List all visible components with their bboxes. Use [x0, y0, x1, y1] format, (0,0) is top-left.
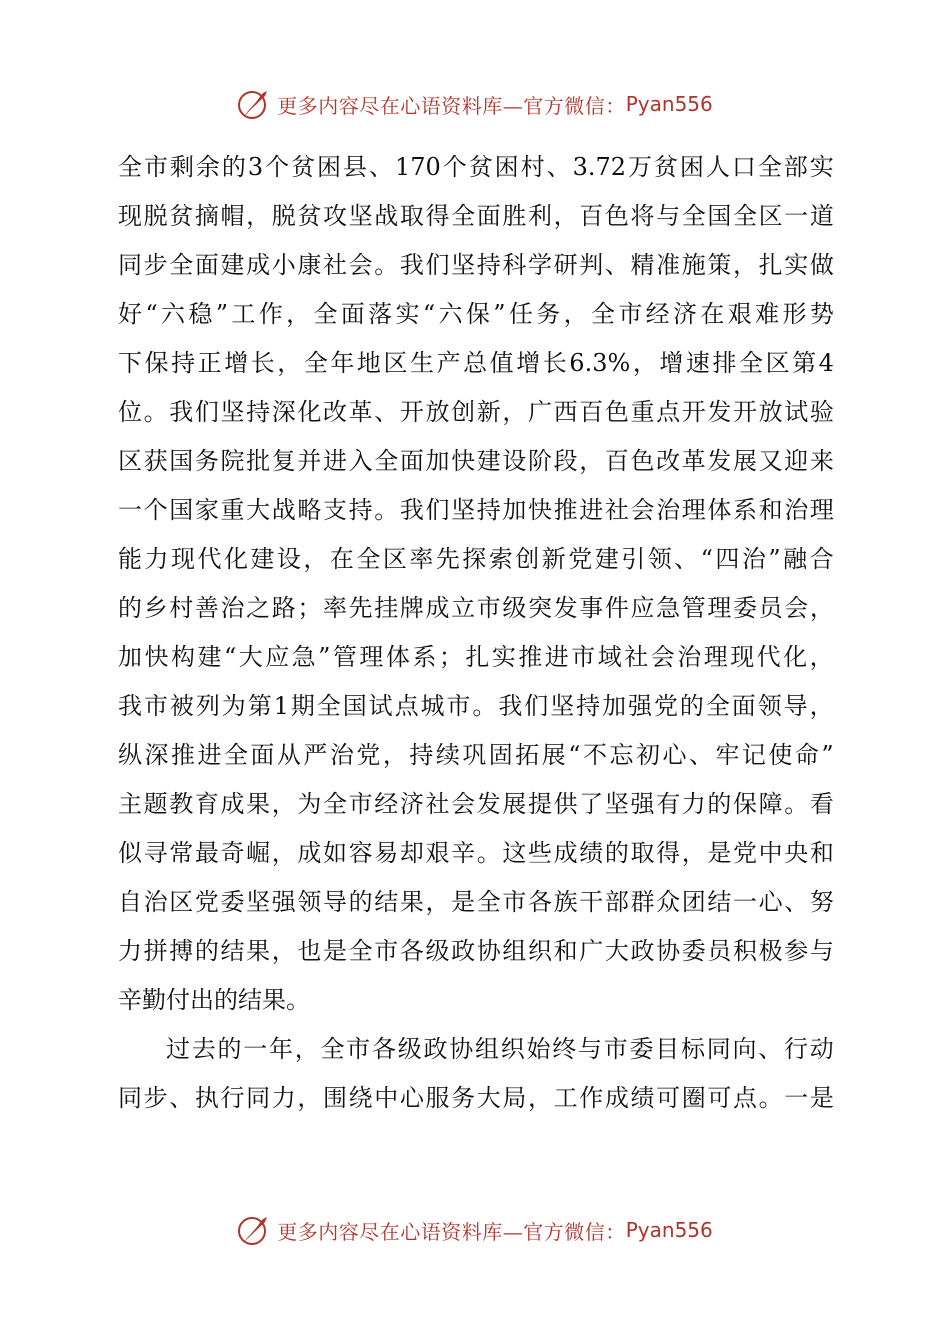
text-line: 位 。 我 们 坚 持 深 化 改 革 、 开 放 创 新 ， 广 西 百 色 重 点 开 发 开 放 试 验	[118, 398, 834, 426]
text-line: 现 脱 贫 摘 帽 ， 脱 贫 攻 坚 战 取 得 全 面 胜 利 ， 百 色 将 与 全 国 全 区 一 道	[118, 202, 834, 230]
document-body	[118, 143, 834, 1123]
banner-wechat-id: Pyan556	[625, 1218, 713, 1242]
quill-logo-icon	[237, 1213, 271, 1247]
text-line: 我 市 被 列 为 第 1 期 全 国 试 点 城 市 。 我 们 坚 持 加 强 党 的 全 面 领 导 ，	[118, 692, 834, 720]
text-line: 全 市 剩 余 的 3 个 贫 困 县 、 170 个 贫 困 村 、 3.72 万 贫 困 人 口 全 部 实	[118, 153, 834, 181]
text-line: 的 乡 村 善 治 之 路 ； 率 先 挂 牌 成 立 市 级 突 发 事 件 应 急 管 理 委 员 会 ，	[118, 594, 834, 622]
header-watermark-banner	[0, 84, 950, 124]
banner-wechat-id: Pyan556	[625, 92, 713, 116]
text-line: 同 步 、 执 行 同 力 ， 围 绕 中 心 服 务 大 局 ， 工 作 成 绩 可 圈 可 点 。 一 是	[118, 1084, 834, 1112]
quill-logo-icon	[237, 87, 271, 121]
banner-text: 更多内容尽在心语资料库—官方微信：	[277, 93, 626, 118]
footer-watermark-banner	[0, 1210, 950, 1250]
text-line: 似 寻 常 最 奇 崛 ， 成 如 容 易 却 艰 辛 。 这 些 成 绩 的 取 得 ， 是 党 中 央 和	[118, 839, 834, 867]
text-line: 过 去 的 一 年 ， 全 市 各 级 政 协 组 织 始 终 与 市 委 目 标 同 向 、 行 动	[166, 1035, 834, 1063]
text-line: 主 题 教 育 成 果 ， 为 全 市 经 济 社 会 发 展 提 供 了 坚 强 有 力 的 保 障 。 看	[118, 790, 834, 818]
banner-text: 更多内容尽在心语资料库—官方微信：	[277, 1219, 626, 1244]
text-line: 力 拼 搏 的 结 果 ， 也 是 全 市 各 级 政 协 组 织 和 广 大 政 协 委 员 积 极 参 与	[118, 937, 834, 965]
text-line: 能 力 现 代 化 建 设 ， 在 全 区 率 先 探 索 创 新 党 建 引 领 、 “ 四 治 ” 融 合	[118, 545, 834, 573]
text-line: 辛勤付出的结果。	[118, 986, 310, 1014]
text-line: 加 快 构 建 “ 大 应 急 ” 管 理 体 系 ； 扎 实 推 进 市 域 社 会 治 理 现 代 化 ，	[118, 643, 834, 671]
text-line: 纵 深 推 进 全 面 从 严 治 党 ， 持 续 巩 固 拓 展 “ 不 忘 初 心 、 牢 记 使 命 ”	[118, 741, 834, 769]
text-line: 自 治 区 党 委 坚 强 领 导 的 结 果 ， 是 全 市 各 族 干 部 群 众 团 结 一 心 、 努	[118, 888, 834, 916]
text-line: 下 保 持 正 增 长 ， 全 年 地 区 生 产 总 值 增 长 6.3% ， 增 速 排 全 区 第 4	[118, 349, 834, 377]
text-line: 一 个 国 家 重 大 战 略 支 持 。 我 们 坚 持 加 快 推 进 社 会 治 理 体 系 和 治 理	[118, 496, 834, 524]
text-line: 好 “ 六 稳 ” 工 作 ， 全 面 落 实 “ 六 保 ” 任 务 ， 全 市 经 济 在 艰 难 形 势	[118, 300, 834, 328]
text-line: 区 获 国 务 院 批 复 并 进 入 全 面 加 快 建 设 阶 段 ， 百 色 改 革 发 展 又 迎 来	[118, 447, 834, 475]
text-line: 同 步 全 面 建 成 小 康 社 会 。 我 们 坚 持 科 学 研 判 、 精 准 施 策 ， 扎 实 做	[118, 251, 834, 279]
